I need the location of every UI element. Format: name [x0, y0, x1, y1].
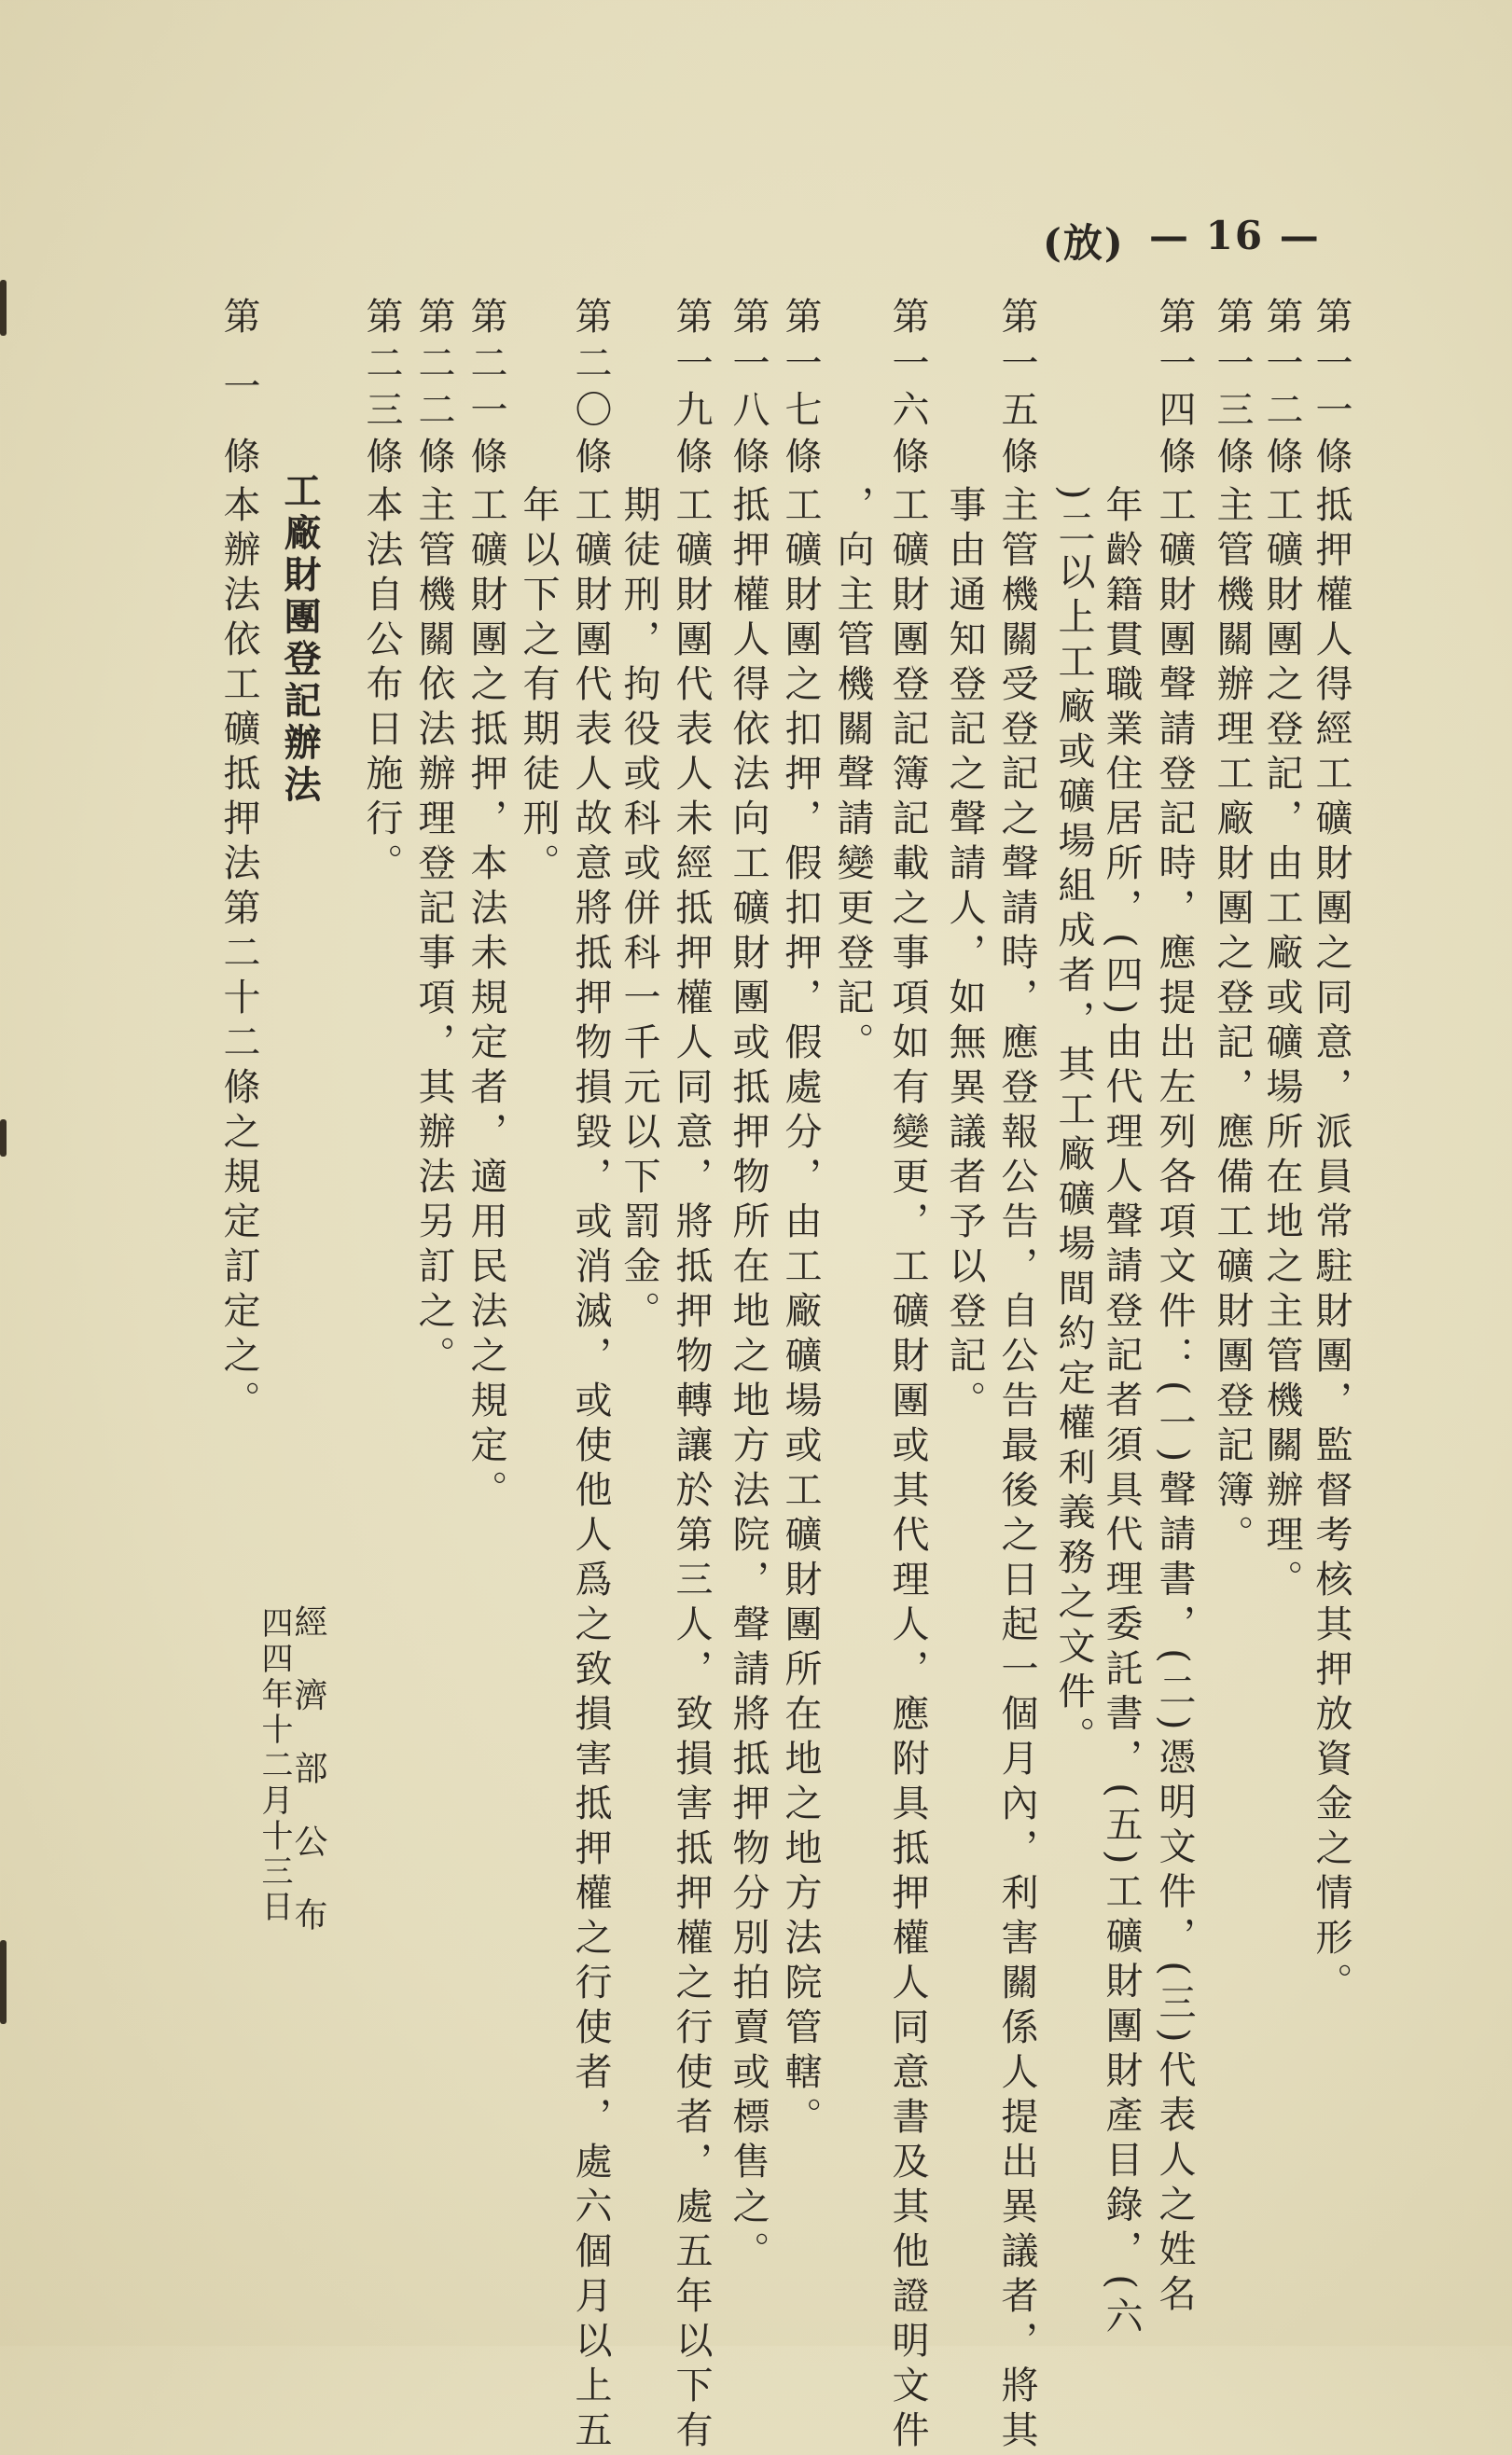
article-text-line: 抵押權人得經工礦財團之同意，派員常駐財團，監督考核其押放資金之情形。 [1310, 485, 1352, 2007]
article-text-line: 年以下之有期徒刑。 [517, 485, 560, 888]
article-number: 第二三條 [360, 297, 403, 474]
article-text-line: ，向主管機關聲請變更登記。 [831, 485, 874, 1067]
article-text-line: 本辦法依工礦抵押法第二十二條之規定訂定之。 [217, 485, 260, 1425]
section-mark: (放) [1043, 220, 1125, 266]
article-text-line: 抵押權人得依法向工礦財團或抵押物所在地之地方法院，聲請將抵押物分別拍賣或標售之。 [727, 485, 770, 2276]
article-text-line: 年齡籍貫職業住居所，(四)由代理人聲請登記者須具代理委託書，(五)工礦財團財產目錄，(六 [1100, 485, 1143, 2342]
article-number: 第一四條 [1153, 297, 1196, 474]
article-number: 第一七條 [779, 297, 822, 474]
promulgation-issuer: 經濟部公布 [289, 1604, 327, 1931]
article-text-line: 本法自公布日施行。 [360, 485, 403, 888]
regulation-title: 工廠財團登記辦法 [278, 471, 322, 807]
article-number: 第一條 [217, 297, 260, 474]
article-text-line: 主管機關受登記之聲請時，應登報公告，自公告最後之日起一個月內，利害關係人提出異議者，將其 [995, 485, 1038, 2455]
article-text-line: 工礦財團之扣押，假扣押，假處分，由工廠礦場或工礦財團所在地之地方法院管轄。 [779, 485, 822, 2142]
article-text-line: 工礦財團登記簿記載之事項如有變更，工礦財團或其代理人，應附具抵押權人同意書及其他證明文件 [886, 485, 929, 2455]
article-number: 第一二條 [1260, 297, 1303, 474]
article-number: 第二一條 [465, 297, 507, 474]
article-number: 第二二條 [412, 297, 455, 474]
article-text-line: 主管機關依法辦理登記事項，其辦法另訂之。 [412, 485, 455, 1380]
article-number: 第一九條 [670, 297, 713, 474]
page-edge-mark [0, 280, 7, 336]
article-text-line: 工礦財團聲請登記時，應提出左列各項文件：(一)聲請書，(二)憑明文件，(三)代表人之姓名 [1153, 485, 1196, 2319]
article-number: 第一五條 [995, 297, 1038, 474]
article-number: 第二〇條 [569, 297, 612, 474]
article-text-line: 主管機關辦理工廠財團之登記，應備工礦財團登記簿。 [1211, 485, 1254, 1560]
page-edge-mark [0, 1119, 7, 1157]
article-text-line: 工礦財團之登記，由工廠或礦場所在地之主管機關辦理。 [1260, 485, 1303, 1604]
article-text-line: )二以上工廠或礦場組成者，其工廠礦場間約定權利義務之文件。 [1052, 485, 1095, 1761]
article-number: 第一三條 [1211, 297, 1254, 474]
article-text-line: 工礦財團代表人未經抵押權人同意，將抵押物轉讓於第三人，致損害抵押權之行使者，處五年以下有 [670, 485, 713, 2455]
article-text-line: 事由通知登記之聲請人，如無異議者予以登記。 [943, 485, 986, 1425]
article-number: 第一八條 [727, 297, 770, 474]
page-number: — 16 — [1149, 213, 1321, 258]
article-text-line: 期徒刑，拘役或科或併科一千元以下罰金。 [617, 485, 660, 1336]
article-text-line: 工礦財團之抵押，本法未規定者，適用民法之規定。 [465, 485, 507, 1515]
promulgation-date: 四四年十二月十三日 [256, 1606, 293, 1925]
article-number: 第一六條 [886, 297, 929, 474]
article-number: 第一一條 [1310, 297, 1352, 474]
page-edge-mark [0, 1940, 7, 2024]
article-text-line: 工礦財團代表人故意將抵押物損毀，或消滅，或使他人爲之致損害抵押權之行使者，處六個月以上五 [569, 485, 612, 2455]
